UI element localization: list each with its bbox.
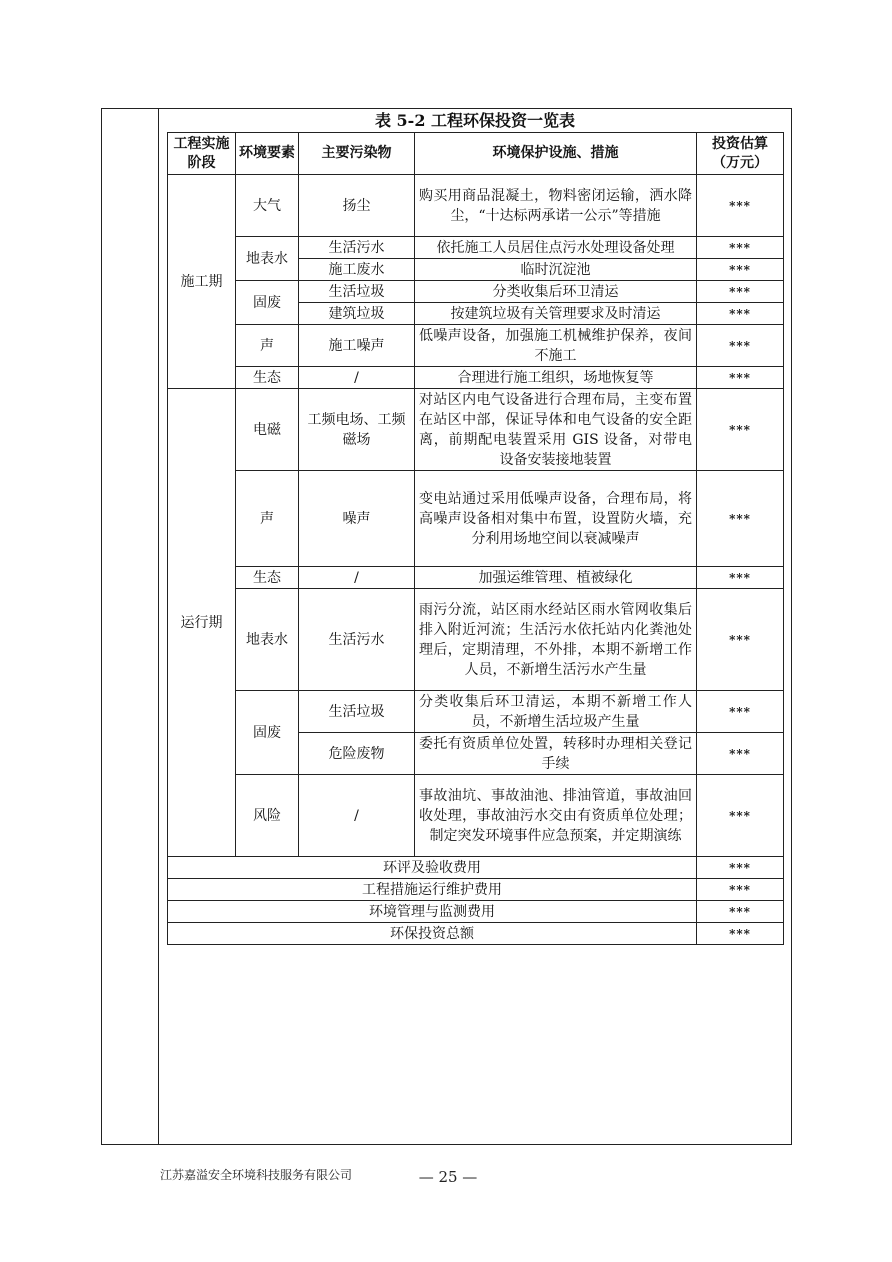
pollutant-cell: 生活污水 [299, 589, 415, 691]
summary-label: 环保投资总额 [168, 923, 697, 945]
pollutant-cell: 建筑垃圾 [299, 303, 415, 325]
pollutant-cell: 施工噪声 [299, 325, 415, 367]
amount-cell: *** [697, 691, 784, 733]
amount-cell: *** [697, 775, 784, 857]
amount-cell: *** [697, 733, 784, 775]
measure-cell: 事故油坑、事故油池、排油管道，事故油回收处理，事故油污水交由有资质单位处理；制定突发环境事件应急预案，并定期演练 [415, 775, 697, 857]
pollutant-cell: 噪声 [299, 471, 415, 567]
element-cell: 地表水 [236, 589, 299, 691]
investment-table [167, 132, 784, 945]
table-row [168, 589, 784, 691]
measure-cell: 低噪声设备，加强施工机械维护保养，夜间不施工 [415, 325, 697, 367]
element-cell: 声 [236, 325, 299, 367]
header-measure: 环境保护设施、措施 [415, 133, 697, 175]
amount-cell: *** [697, 237, 784, 259]
measure-cell: 分类收集后环卫清运，本期不新增工作人员，不新增生活垃圾产生量 [415, 691, 697, 733]
amount-cell: *** [697, 857, 784, 879]
amount-cell: *** [697, 589, 784, 691]
amount-cell: *** [697, 901, 784, 923]
measure-cell: 合理进行施工组织，场地恢复等 [415, 367, 697, 389]
measure-cell: 雨污分流，站区雨水经站区雨水管网收集后排入附近河流；生活污水依托站内化粪池处理后，定期清理，不外排，本期不新增工作人员，不新增生活污水产生量 [415, 589, 697, 691]
amount-cell: *** [697, 259, 784, 281]
header-row [168, 133, 784, 175]
measure-cell: 购买用商品混凝土，物料密闭运输，洒水降尘，“十达标两承诺一公示”等措施 [415, 175, 697, 237]
stage-construction: 施工期 [168, 175, 236, 389]
amount-cell: *** [697, 879, 784, 901]
element-cell: 固废 [236, 691, 299, 775]
element-cell: 风险 [236, 775, 299, 857]
measure-cell: 对站区内电气设备进行合理布局，主变布置在站区中部，保证导体和电气设备的安全距离，前期配电装置采用 GIS 设备，对带电设备安装接地装置 [415, 389, 697, 471]
pollutant-cell: 危险废物 [299, 733, 415, 775]
pollutant-cell: 生活垃圾 [299, 691, 415, 733]
amount-cell: *** [697, 567, 784, 589]
pollutant-cell: 施工废水 [299, 259, 415, 281]
pollutant-cell: 生活垃圾 [299, 281, 415, 303]
table-row [168, 389, 784, 471]
measure-cell: 分类收集后环卫清运 [415, 281, 697, 303]
header-investment: 投资估算（万元） [697, 133, 784, 175]
pollutant-cell: / [299, 367, 415, 389]
table-row [168, 471, 784, 567]
pollutant-cell: 生活污水 [299, 237, 415, 259]
pollutant-cell: / [299, 775, 415, 857]
amount-cell: *** [697, 281, 784, 303]
table-row [168, 691, 784, 733]
summary-row-total [168, 923, 784, 945]
frame-divider [158, 108, 159, 1145]
measure-cell: 临时沉淀池 [415, 259, 697, 281]
header-element: 环境要素 [236, 133, 299, 175]
pollutant-cell: 工频电场、工频磁场 [299, 389, 415, 471]
element-cell: 生态 [236, 367, 299, 389]
element-cell: 生态 [236, 567, 299, 589]
table-row [168, 775, 784, 857]
measure-cell: 变电站通过采用低噪声设备，合理布局，将高噪声设备相对集中布置，设置防火墙，充分利用场地空间以衰减噪声 [415, 471, 697, 567]
summary-label: 工程措施运行维护费用 [168, 879, 697, 901]
amount-cell: *** [697, 303, 784, 325]
element-cell: 声 [236, 471, 299, 567]
table-row [168, 281, 784, 303]
summary-row [168, 879, 784, 901]
amount-cell: *** [697, 923, 784, 945]
amount-cell: *** [697, 325, 784, 367]
amount-cell: *** [697, 175, 784, 237]
header-pollutant: 主要污染物 [299, 133, 415, 175]
table-row [168, 237, 784, 259]
summary-row [168, 857, 784, 879]
header-stage: 工程实施阶段 [168, 133, 236, 175]
table-row [168, 367, 784, 389]
measure-cell: 委托有资质单位处置，转移时办理相关登记手续 [415, 733, 697, 775]
measure-cell: 按建筑垃圾有关管理要求及时清运 [415, 303, 697, 325]
summary-label: 环评及验收费用 [168, 857, 697, 879]
element-cell: 电磁 [236, 389, 299, 471]
amount-cell: *** [697, 367, 784, 389]
amount-cell: *** [697, 471, 784, 567]
summary-row [168, 901, 784, 923]
amount-cell: *** [697, 389, 784, 471]
element-cell: 固废 [236, 281, 299, 325]
measure-cell: 加强运维管理、植被绿化 [415, 567, 697, 589]
table-row [168, 325, 784, 367]
pollutant-cell: 扬尘 [299, 175, 415, 237]
table-row [168, 567, 784, 589]
table-title: 表 5-2 工程环保投资一览表 [374, 111, 576, 130]
stage-operation: 运行期 [168, 389, 236, 857]
element-cell: 地表水 [236, 237, 299, 281]
measure-cell: 依托施工人员居住点污水处理设备处理 [415, 237, 697, 259]
page-number: — 25 — [418, 1168, 478, 1186]
element-cell: 大气 [236, 175, 299, 237]
table-row [168, 175, 784, 237]
footer-company: 江苏嘉溢安全环境科技服务有限公司 [160, 1168, 353, 1182]
pollutant-cell: / [299, 567, 415, 589]
summary-label: 环境管理与监测费用 [168, 901, 697, 923]
